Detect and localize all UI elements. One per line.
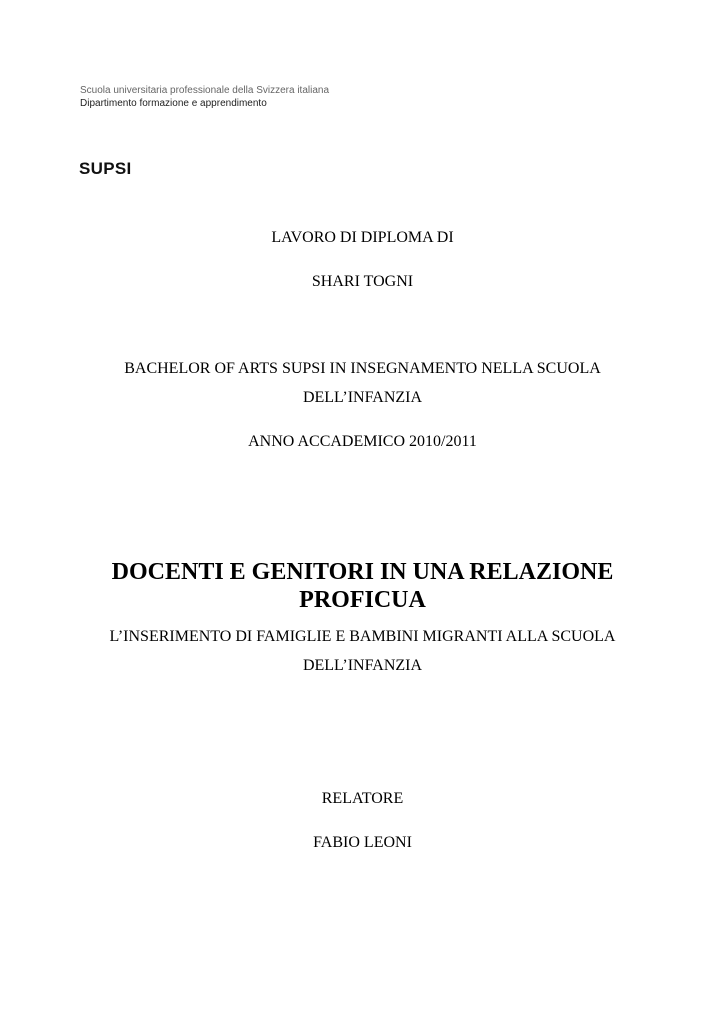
- department-name: Dipartimento formazione e apprendimento: [80, 98, 267, 109]
- author-name: SHARI TOGNI: [311, 273, 414, 290]
- institution-header: [80, 84, 329, 110]
- advisor-name: FABIO LEONI: [313, 834, 412, 851]
- advisor-label: RELATORE: [321, 790, 404, 807]
- degree-line-2: DELL’INFANZIA: [302, 389, 423, 406]
- thesis-type-label: LAVORO DI DIPLOMA DI: [271, 229, 454, 246]
- thesis-title-line-1: DOCENTI E GENITORI IN UNA RELAZIONE: [111, 559, 614, 585]
- academic-year: ANNO ACCADEMICO 2010/2011: [248, 433, 477, 450]
- thesis-title-line-2: PROFICUA: [299, 587, 426, 613]
- institution-name: Scuola universitaria professionale della Svizzera italiana: [80, 85, 330, 96]
- degree-line-1: BACHELOR OF ARTS SUPSI IN INSEGNAMENTO NELLA SCUOLA: [124, 360, 601, 377]
- subtitle-line-2: DELL’INFANZIA: [302, 657, 423, 674]
- supsi-logo: SUPSI: [79, 159, 132, 178]
- subtitle-line-1: L’INSERIMENTO DI FAMIGLIE E BAMBINI MIGRANTI ALLA SCUOLA: [109, 628, 616, 645]
